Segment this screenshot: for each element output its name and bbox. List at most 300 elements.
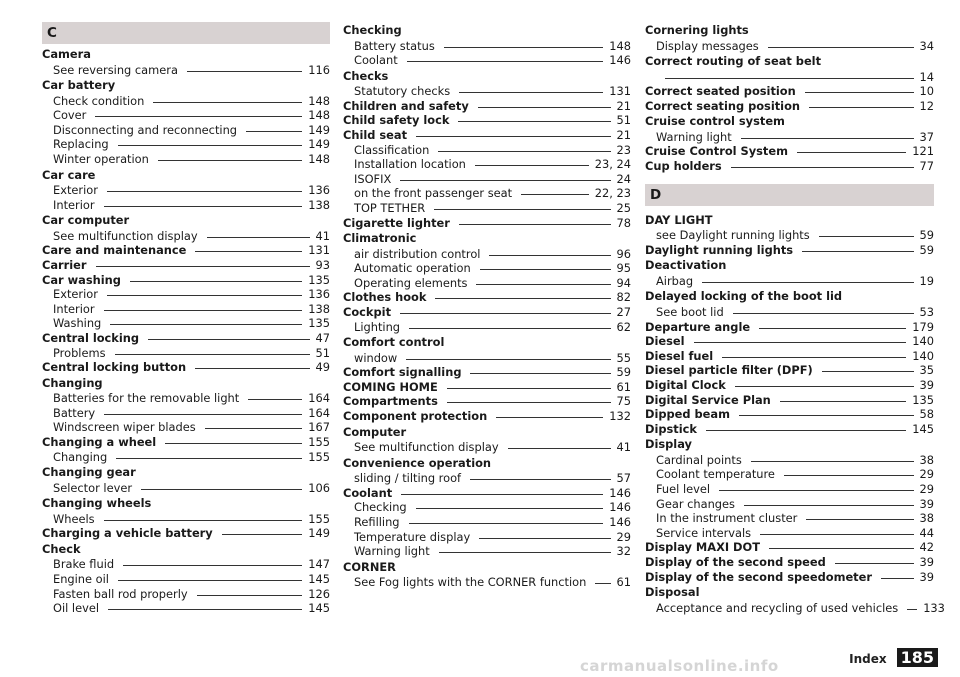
entry-label: Camera xyxy=(42,47,91,61)
index-entry[interactable] xyxy=(645,84,934,99)
leader-line xyxy=(400,180,610,181)
footer-section-label: Index xyxy=(849,652,887,666)
entry-label: Dipped beam xyxy=(645,407,730,422)
page-reference[interactable]: 21 xyxy=(616,98,631,113)
leader-line xyxy=(706,430,906,431)
page-reference[interactable]: 132 xyxy=(609,409,631,424)
page-reference[interactable]: 78 xyxy=(616,215,631,230)
leader-line xyxy=(759,328,906,329)
page-reference[interactable]: 58 xyxy=(919,407,934,422)
index-entry[interactable] xyxy=(42,212,330,229)
entry-label: Check xyxy=(42,541,81,556)
index-subentry[interactable] xyxy=(42,152,330,167)
leader-line xyxy=(434,209,610,210)
leader-line xyxy=(130,281,302,282)
leader-line xyxy=(104,520,303,521)
page-reference[interactable]: 59 xyxy=(919,242,934,257)
index-entry[interactable] xyxy=(42,273,330,288)
leader-line xyxy=(496,417,603,418)
leader-line xyxy=(107,191,302,192)
entry-label: Correct seated position xyxy=(645,84,796,99)
leader-line xyxy=(205,428,303,429)
index-entry[interactable] xyxy=(42,331,330,346)
leader-line xyxy=(478,107,611,108)
page-reference[interactable]: 148 xyxy=(609,38,631,53)
entry-label: Digital Service Plan xyxy=(645,392,771,407)
index-entry[interactable] xyxy=(343,424,631,441)
page-reference[interactable]: 37 xyxy=(919,129,934,144)
index-entry[interactable] xyxy=(645,378,934,393)
page-reference[interactable]: 148 xyxy=(308,151,330,166)
index-entry[interactable] xyxy=(645,144,934,159)
index-entry[interactable] xyxy=(42,375,330,392)
index-entry[interactable] xyxy=(42,46,330,63)
index-subentry[interactable] xyxy=(343,515,631,530)
entry-label: Car battery xyxy=(42,78,116,93)
entry-label: Central locking xyxy=(42,330,140,345)
index-subentry[interactable] xyxy=(645,526,934,541)
entry-label: Statutory checks xyxy=(354,84,451,99)
leader-line xyxy=(96,266,310,267)
leader-line xyxy=(881,578,914,579)
page-reference[interactable]: 49 xyxy=(315,360,330,375)
leader-line xyxy=(735,386,914,387)
index-entry[interactable] xyxy=(343,486,631,501)
index-subentry[interactable] xyxy=(42,420,330,435)
index-entry[interactable] xyxy=(343,394,631,409)
leader-line xyxy=(476,284,610,285)
page-reference[interactable]: 38 xyxy=(919,511,934,526)
page-reference[interactable]: 164 xyxy=(308,405,330,420)
index-entry[interactable] xyxy=(645,584,934,601)
page-reference[interactable]: 57 xyxy=(616,471,631,486)
index-entry[interactable] xyxy=(343,365,631,380)
entry-label: Automatic operation xyxy=(354,261,471,276)
index-subentry[interactable] xyxy=(645,228,934,243)
index-subentry[interactable] xyxy=(343,320,631,335)
index-entry[interactable] xyxy=(645,334,934,349)
entry-label: See Fog lights with the CORNER function xyxy=(354,575,587,590)
leader-line xyxy=(805,92,914,93)
leader-line xyxy=(438,151,610,152)
index-entry[interactable] xyxy=(42,541,330,558)
index-subentry[interactable] xyxy=(42,137,330,152)
index-subentry[interactable] xyxy=(42,557,330,572)
index-entry[interactable] xyxy=(645,257,934,274)
page-reference[interactable]: 32 xyxy=(616,544,631,559)
leader-line xyxy=(115,354,310,355)
index-column-1 xyxy=(42,22,330,616)
page-reference[interactable]: 29 xyxy=(919,481,934,496)
page-reference[interactable]: 59 xyxy=(616,365,631,380)
leader-line xyxy=(187,71,302,72)
index-entry[interactable] xyxy=(645,422,934,437)
leader-line xyxy=(489,255,610,256)
page-reference[interactable]: 47 xyxy=(315,330,330,345)
page-reference[interactable]: 39 xyxy=(919,569,934,584)
index-subentry[interactable] xyxy=(645,511,934,526)
page-reference[interactable]: 116 xyxy=(308,62,330,77)
entry-label: Cover xyxy=(53,108,87,123)
page-reference[interactable]: 42 xyxy=(919,540,934,555)
page-reference[interactable]: 149 xyxy=(308,526,330,541)
page-reference[interactable]: 135 xyxy=(912,392,934,407)
page-reference[interactable]: 146 xyxy=(609,53,631,68)
leader-line xyxy=(447,402,611,403)
page-reference[interactable]: 148 xyxy=(308,108,330,123)
index-entry[interactable] xyxy=(343,455,631,472)
index-subentry[interactable] xyxy=(645,497,934,512)
page-reference[interactable]: 96 xyxy=(616,246,631,261)
page-reference[interactable]: 146 xyxy=(609,515,631,530)
index-entry[interactable] xyxy=(645,212,934,229)
leader-line xyxy=(447,388,611,389)
index-entry[interactable] xyxy=(42,167,330,184)
page-reference[interactable]: 24 xyxy=(616,171,631,186)
index-subentry[interactable] xyxy=(42,229,330,244)
page-reference[interactable]: 155 xyxy=(308,434,330,449)
page-reference[interactable]: 29 xyxy=(919,467,934,482)
index-entry[interactable] xyxy=(645,113,934,130)
page-reference[interactable]: 147 xyxy=(308,557,330,572)
page-reference[interactable]: 77 xyxy=(919,159,934,174)
index-subentry[interactable] xyxy=(42,198,330,213)
page-reference[interactable]: 136 xyxy=(308,183,330,198)
page-reference[interactable]: 167 xyxy=(308,420,330,435)
index-subentry[interactable] xyxy=(343,53,631,68)
index-subentry[interactable] xyxy=(645,453,934,468)
page-reference[interactable]: 145 xyxy=(308,572,330,587)
index-subentry[interactable] xyxy=(343,201,631,216)
index-entry[interactable] xyxy=(42,495,330,512)
entry-label: Delayed locking of the boot lid xyxy=(645,289,843,304)
entry-label: Deactivation xyxy=(645,258,727,273)
index-subentry[interactable] xyxy=(645,39,934,54)
page-reference[interactable]: 146 xyxy=(609,500,631,515)
index-entry[interactable] xyxy=(343,559,631,576)
index-entry[interactable] xyxy=(645,53,934,70)
entry-label: Washing xyxy=(53,316,102,331)
page-reference[interactable]: 61 xyxy=(616,379,631,394)
page-reference[interactable]: 22, 23 xyxy=(594,186,631,201)
leader-line xyxy=(118,580,302,581)
entry-label: Check condition xyxy=(53,93,145,108)
index-subentry[interactable] xyxy=(42,123,330,138)
leader-line xyxy=(741,138,914,139)
leader-line xyxy=(508,448,611,449)
index-entry[interactable] xyxy=(42,435,330,450)
page-reference[interactable]: 34 xyxy=(919,38,934,53)
leader-line xyxy=(148,339,309,340)
page-reference[interactable]: 35 xyxy=(919,363,934,378)
index-subentry[interactable] xyxy=(645,467,934,482)
entry-label: Exterior xyxy=(53,183,98,198)
page-reference[interactable]: 131 xyxy=(609,84,631,99)
page-reference[interactable]: 93 xyxy=(315,257,330,272)
index-subentry[interactable] xyxy=(42,572,330,587)
index-subentry[interactable] xyxy=(42,587,330,602)
leader-line xyxy=(158,160,302,161)
entry-label: Coolant xyxy=(343,485,393,500)
entry-label: Disposal xyxy=(645,585,700,600)
index-subentry[interactable] xyxy=(343,247,631,262)
index-subentry[interactable] xyxy=(42,346,330,361)
entry-label: Exterior xyxy=(53,287,98,302)
page-reference[interactable]: 38 xyxy=(919,452,934,467)
index-entry[interactable] xyxy=(645,99,934,114)
leader-line xyxy=(806,519,913,520)
leader-line xyxy=(195,368,309,369)
page-reference[interactable]: 155 xyxy=(308,511,330,526)
index-subentry[interactable] xyxy=(343,471,631,486)
index-subentry[interactable] xyxy=(42,601,330,616)
leader-line xyxy=(153,102,302,103)
leader-line xyxy=(459,92,603,93)
index-entry[interactable] xyxy=(42,360,330,375)
index-subentry[interactable] xyxy=(42,63,330,78)
index-entry[interactable] xyxy=(645,22,934,39)
page-reference[interactable]: 27 xyxy=(616,305,631,319)
page-reference[interactable]: 135 xyxy=(308,316,330,331)
page-reference[interactable]: 41 xyxy=(616,440,631,455)
index-entry[interactable] xyxy=(645,540,934,555)
index-entry[interactable] xyxy=(645,320,934,335)
index-entry[interactable] xyxy=(343,230,631,247)
page-reference[interactable]: 145 xyxy=(912,421,934,436)
index-entry[interactable] xyxy=(42,526,330,541)
index-subentry[interactable] xyxy=(42,94,330,109)
entry-label: See reversing camera xyxy=(53,62,178,77)
page-reference[interactable]: 12 xyxy=(919,98,934,113)
page-reference[interactable]: 149 xyxy=(308,122,330,137)
index-subentry[interactable] xyxy=(343,530,631,545)
entry-label: Selector lever xyxy=(53,480,133,495)
page-reference[interactable]: 39 xyxy=(919,554,934,569)
index-entry[interactable] xyxy=(645,407,934,422)
entry-label: Lighting xyxy=(354,319,401,334)
index-subentry[interactable] xyxy=(343,500,631,515)
entry-label: Batteries for the removable light xyxy=(53,391,240,406)
leader-line xyxy=(769,548,914,549)
leader-line xyxy=(108,609,302,610)
page-reference[interactable]: 148 xyxy=(308,93,330,108)
page-reference[interactable]: 164 xyxy=(308,391,330,406)
page-reference[interactable]: 145 xyxy=(308,601,330,616)
leader-line xyxy=(207,237,310,238)
page-footer xyxy=(849,648,938,667)
index-subentry[interactable] xyxy=(645,130,934,145)
page-reference[interactable]: 23 xyxy=(616,142,631,157)
entry-label: Diesel xyxy=(645,334,685,349)
index-entry[interactable] xyxy=(645,555,934,570)
page-reference[interactable]: 21 xyxy=(616,127,631,142)
index-subentry[interactable] xyxy=(343,575,631,590)
entry-label: See multifunction display xyxy=(354,440,499,455)
entry-label: Car care xyxy=(42,167,96,182)
entry-label: In the instrument cluster xyxy=(656,511,798,526)
index-subentry[interactable] xyxy=(42,302,330,317)
index-subentry[interactable] xyxy=(343,544,631,559)
entry-label: Refilling xyxy=(354,515,400,530)
page-reference[interactable]: 44 xyxy=(919,525,934,540)
index-subentry[interactable] xyxy=(343,440,631,455)
page-reference[interactable]: 179 xyxy=(912,319,934,334)
index-entry[interactable] xyxy=(343,380,631,395)
page-reference[interactable]: 25 xyxy=(616,200,631,215)
entry-label: See multifunction display xyxy=(53,228,198,243)
page-reference[interactable]: 94 xyxy=(616,275,631,290)
leader-line xyxy=(768,47,914,48)
index-subentry[interactable] xyxy=(42,183,330,198)
index-subentry[interactable] xyxy=(343,172,631,187)
entry-label: Gear changes xyxy=(656,496,735,511)
index-subentry[interactable] xyxy=(645,305,934,320)
index-subentry[interactable] xyxy=(42,108,330,123)
index-subentry[interactable] xyxy=(42,287,330,302)
entry-label: Car computer xyxy=(42,213,130,228)
index-subentry[interactable] xyxy=(343,186,631,201)
index-entry[interactable] xyxy=(343,409,631,424)
index-entry[interactable] xyxy=(343,22,631,39)
index-entry[interactable] xyxy=(343,68,631,85)
leader-line xyxy=(110,324,302,325)
index-entry[interactable] xyxy=(645,243,934,258)
index-subentry[interactable] xyxy=(645,600,945,616)
index-subentry[interactable] xyxy=(42,406,330,421)
leader-line xyxy=(165,443,302,444)
page-reference[interactable]: 136 xyxy=(308,287,330,302)
index-entry[interactable] xyxy=(343,290,631,305)
index-subentry[interactable] xyxy=(645,482,934,497)
page-reference[interactable]: 121 xyxy=(912,144,934,159)
index-entry[interactable] xyxy=(343,113,631,128)
index-entry[interactable] xyxy=(42,77,330,94)
index-entry[interactable] xyxy=(645,436,934,453)
page-reference[interactable]: 51 xyxy=(616,113,631,128)
page-reference[interactable]: 138 xyxy=(308,301,330,316)
index-entry[interactable] xyxy=(645,159,934,174)
entry-label: Oil level xyxy=(53,601,100,616)
page-reference[interactable]: 95 xyxy=(616,261,631,276)
index-subentry[interactable] xyxy=(343,276,631,291)
page-reference[interactable]: 133 xyxy=(923,600,945,615)
index-subentry[interactable] xyxy=(645,70,934,85)
page-reference[interactable]: 59 xyxy=(919,228,934,243)
leader-line xyxy=(822,371,914,372)
page-reference[interactable]: 126 xyxy=(308,586,330,601)
entry-label: Checks xyxy=(343,68,389,83)
entry-label: Changing xyxy=(53,449,108,464)
index-subentry[interactable] xyxy=(343,261,631,276)
index-entry[interactable] xyxy=(42,464,330,481)
leader-line xyxy=(248,399,302,400)
entry-label: Diesel fuel xyxy=(645,348,714,363)
entry-label: Display messages xyxy=(656,38,759,53)
index-subentry[interactable] xyxy=(42,450,330,465)
page-reference[interactable]: 106 xyxy=(308,480,330,495)
page-reference[interactable]: 39 xyxy=(919,496,934,511)
page-reference[interactable]: 29 xyxy=(616,529,631,544)
leader-line xyxy=(459,224,611,225)
page-reference[interactable]: 61 xyxy=(616,575,631,590)
page-reference[interactable]: 135 xyxy=(308,272,330,287)
index-subentry[interactable] xyxy=(42,512,330,527)
index-entry[interactable] xyxy=(42,258,330,273)
index-entry[interactable] xyxy=(645,288,934,305)
page-reference[interactable]: 39 xyxy=(919,377,934,392)
index-subentry[interactable] xyxy=(343,351,631,366)
index-subentry[interactable] xyxy=(645,274,934,289)
index-entry[interactable] xyxy=(343,334,631,351)
leader-line xyxy=(819,236,914,237)
index-subentry[interactable] xyxy=(42,316,330,331)
index-subentry[interactable] xyxy=(343,143,631,158)
index-subentry[interactable] xyxy=(343,157,631,172)
page-reference[interactable]: 146 xyxy=(609,485,631,500)
index-entry[interactable] xyxy=(645,570,934,585)
index-entry[interactable] xyxy=(343,305,631,320)
page-reference[interactable]: 140 xyxy=(912,334,934,349)
entry-label: Cruise Control System xyxy=(645,144,788,159)
entry-label: Convenience operation xyxy=(343,455,492,470)
entry-label: Warning light xyxy=(656,129,732,144)
page-reference[interactable]: 10 xyxy=(919,84,934,99)
index-entry[interactable] xyxy=(343,128,631,143)
leader-line xyxy=(416,136,610,137)
page-reference[interactable]: 55 xyxy=(616,350,631,365)
entry-label: Disconnecting and reconnecting xyxy=(53,122,238,137)
page-reference[interactable]: 82 xyxy=(616,290,631,305)
page-reference[interactable]: 51 xyxy=(315,345,330,360)
leader-line xyxy=(731,167,914,168)
index-subentry[interactable] xyxy=(343,39,631,54)
section-letter: C xyxy=(42,22,330,44)
index-entry[interactable] xyxy=(645,363,934,378)
index-subentry[interactable] xyxy=(343,84,631,99)
page-reference[interactable]: 23, 24 xyxy=(594,157,631,172)
entry-label: Daylight running lights xyxy=(645,242,794,257)
page-reference[interactable]: 131 xyxy=(308,243,330,258)
index-subentry[interactable] xyxy=(42,481,330,496)
leader-line xyxy=(104,414,302,415)
index-entry[interactable] xyxy=(645,349,934,364)
page-reference[interactable]: 138 xyxy=(308,197,330,212)
page-reference[interactable]: 140 xyxy=(912,348,934,363)
page-reference[interactable]: 53 xyxy=(919,304,934,319)
page-reference[interactable]: 41 xyxy=(315,228,330,243)
page-reference[interactable]: 75 xyxy=(616,394,631,409)
entry-label: Comfort signalling xyxy=(343,365,462,380)
index-entry[interactable] xyxy=(645,393,934,408)
leader-line xyxy=(784,475,914,476)
page-reference[interactable]: 19 xyxy=(919,273,934,288)
entry-label: CORNER xyxy=(343,559,396,574)
index-entry[interactable] xyxy=(42,243,330,258)
entry-label: Central locking button xyxy=(42,360,187,375)
index-subentry[interactable] xyxy=(42,391,330,406)
page-reference[interactable]: 14 xyxy=(919,69,934,84)
page-reference[interactable]: 62 xyxy=(616,319,631,334)
leader-line xyxy=(95,116,302,117)
leader-line xyxy=(702,282,913,283)
entry-label: Brake fluid xyxy=(53,557,115,572)
index-entry[interactable] xyxy=(343,99,631,114)
page-reference[interactable]: 149 xyxy=(308,137,330,152)
index-entry[interactable] xyxy=(343,216,631,231)
entry-label: See boot lid xyxy=(656,304,724,319)
page-reference[interactable]: 155 xyxy=(308,449,330,464)
leader-line xyxy=(416,508,604,509)
